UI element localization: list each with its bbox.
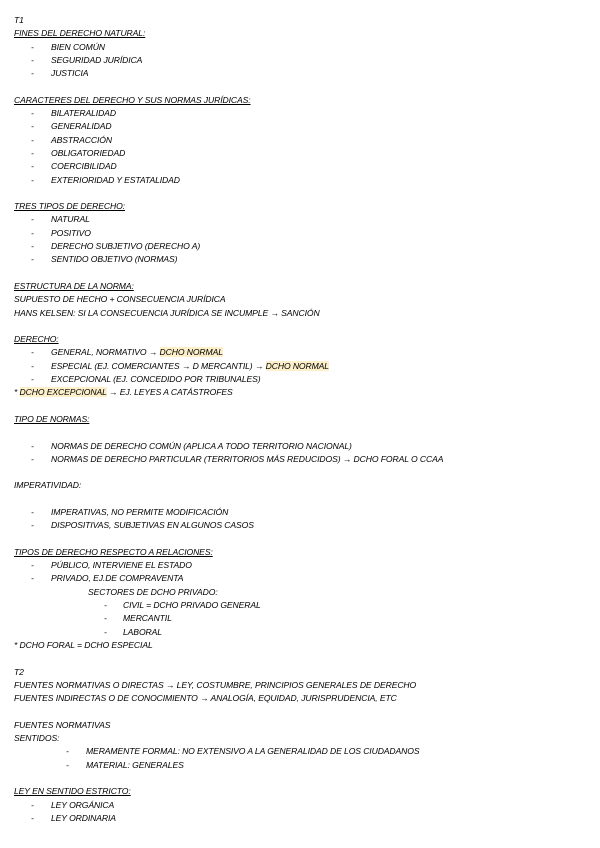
list-item-text: NATURAL — [51, 214, 90, 225]
bullet-dash: - — [31, 121, 34, 132]
list-item-text: DERECHO SUBJETIVO (DERECHO A) — [51, 241, 201, 252]
list-item — [14, 160, 586, 173]
heading-tipo-normas: TIPO DE NORMAS: — [14, 413, 90, 424]
bullet-dash: - — [31, 374, 34, 385]
highlighted-text: DCHO NORMAL — [265, 360, 329, 371]
bullet-dash: - — [31, 347, 34, 358]
list-item-text: PRIVADO, EJ.DE COMPRAVENTA — [51, 573, 184, 584]
bullet-dash: - — [31, 227, 34, 238]
list-item — [14, 759, 586, 772]
list-item — [14, 799, 586, 812]
bullet-dash: - — [31, 147, 34, 158]
list-item-text: NORMAS DE DERECHO COMÚN (APLICA A TODO TERRITORIO NACIONAL) — [51, 440, 352, 451]
list-item-text: ESPECIAL (EJ. COMERCIANTES → D MERCANTIL) → — [51, 360, 266, 371]
list-item — [14, 134, 586, 147]
list-item-text: MERAMENTE FORMAL: NO EXTENSIVO A LA GENERALIDAD DE LOS CIUDADANOS — [86, 746, 420, 757]
bullet-dash: - — [66, 759, 69, 770]
list-item — [14, 506, 586, 519]
bullet-dash: - — [31, 41, 34, 52]
list-item-text: LEY ORGÁNICA — [51, 799, 115, 810]
list-item — [14, 120, 586, 133]
list-item — [14, 174, 586, 187]
list-item-text: EXTERIORIDAD Y ESTATALIDAD — [51, 174, 180, 185]
heading-tipos-derecho: TRES TIPOS DE DERECHO: — [14, 201, 125, 212]
bullet-dash: - — [31, 254, 34, 265]
list-item-text: SEGURIDAD JURÍDICA — [51, 54, 143, 65]
bullet-dash: - — [104, 626, 107, 637]
document-page — [14, 14, 586, 825]
list-item-text: JUSTICIA — [51, 68, 89, 79]
note-text: → EJ. LEYES A CATÁSTROFES — [106, 387, 233, 398]
bullet-dash: - — [31, 214, 34, 225]
bullet-dash: - — [31, 241, 34, 252]
list-item-text: LABORAL — [123, 626, 162, 637]
list-item — [14, 572, 586, 585]
heading-fines: FINES DEL DERECHO NATURAL: — [14, 28, 146, 39]
list-item-text: CIVIL = DCHO PRIVADO GENERAL — [123, 600, 261, 611]
list-item — [14, 626, 586, 639]
list-item — [14, 346, 586, 359]
text-line: SENTIDOS: — [14, 733, 60, 744]
list-item — [14, 453, 586, 466]
list-item — [14, 107, 586, 120]
list-item-text: OBLIGATORIEDAD — [51, 147, 126, 158]
list-item-text: MERCANTIL — [123, 613, 172, 624]
list-item — [14, 519, 586, 532]
list-item — [14, 147, 586, 160]
list-item — [14, 67, 586, 80]
list-item-text: EXCEPCIONAL (EJ. CONCEDIDO POR TRIBUNALES) — [51, 374, 261, 385]
bullet-dash: - — [31, 68, 34, 79]
note-line — [14, 386, 586, 399]
bullet-dash: - — [31, 134, 34, 145]
list-item-text: NORMAS DE DERECHO PARTICULAR (TERRITORIOS MÁS REDUCIDOS) → DCHO FORAL O CCAA — [51, 453, 444, 464]
list-item-text: PÚBLICO, INTERVIENE EL ESTADO — [51, 560, 192, 571]
bullet-dash: - — [31, 799, 34, 810]
bullet-dash: - — [31, 520, 34, 531]
list-item — [14, 227, 586, 240]
bullet-dash: - — [31, 54, 34, 65]
bullet-dash: - — [31, 161, 34, 172]
heading-ley: LEY EN SENTIDO ESTRICTO: — [14, 786, 131, 797]
bullet-dash: - — [31, 174, 34, 185]
bullet-dash: - — [104, 613, 107, 624]
list-item-text: GENERAL, NORMATIVO → — [51, 347, 160, 358]
list-item — [14, 745, 586, 758]
note-prefix: * — [14, 387, 20, 398]
heading-imperatividad: IMPERATIVIDAD: — [14, 480, 82, 491]
list-item — [14, 54, 586, 67]
list-item — [14, 240, 586, 253]
note-line: * DCHO FORAL = DCHO ESPECIAL — [14, 639, 153, 650]
text-line: SUPUESTO DE HECHO + CONSECUENCIA JURÍDICA — [14, 294, 226, 305]
list-item — [14, 253, 586, 266]
bullet-dash: - — [104, 600, 107, 611]
list-item-text: GENERALIDAD — [51, 121, 112, 132]
sub-heading-sectores: SECTORES DE DCHO PRIVADO: — [88, 586, 218, 597]
bullet-dash: - — [31, 506, 34, 517]
section-label-t2: T2 — [14, 666, 24, 677]
list-item-text: DISPOSITIVAS, SUBJETIVAS EN ALGUNOS CASOS — [51, 520, 254, 531]
highlighted-text: DCHO NORMAL — [159, 347, 223, 358]
highlighted-text: DCHO EXCEPCIONAL — [19, 387, 107, 398]
list-item — [14, 213, 586, 226]
heading-derecho: DERECHO: — [14, 334, 59, 345]
bullet-dash: - — [31, 360, 34, 371]
list-item-text: COERCIBILIDAD — [51, 161, 117, 172]
list-item-text: POSITIVO — [51, 227, 91, 238]
list-item — [14, 373, 586, 386]
text-line: FUENTES INDIRECTAS O DE CONOCIMIENTO → ANALOGÍA, EQUIDAD, JURISPRUDENCIA, ETC — [14, 693, 397, 704]
heading-estructura: ESTRUCTURA DE LA NORMA: — [14, 280, 134, 291]
bullet-dash: - — [31, 108, 34, 119]
list-item-text: LEY ORDINARIA — [51, 812, 116, 823]
bullet-dash: - — [31, 573, 34, 584]
list-item — [14, 360, 586, 373]
section-label-t1: T1 — [14, 15, 24, 25]
list-item — [14, 41, 586, 54]
list-item-text: ABSTRACCIÓN — [51, 134, 112, 145]
list-item — [14, 812, 586, 825]
heading-caracteres: CARACTERES DEL DERECHO Y SUS NORMAS JURÍDICAS: — [14, 94, 251, 105]
list-item-text: BILATERALIDAD — [51, 108, 116, 119]
bullet-dash: - — [31, 560, 34, 571]
list-item-text: BIEN COMÚN — [51, 41, 105, 52]
list-item — [14, 559, 586, 572]
list-item-text: SENTIDO OBJETIVO (NORMAS) — [51, 254, 178, 265]
bullet-dash: - — [31, 440, 34, 451]
text-line: FUENTES NORMATIVAS O DIRECTAS → LEY, COSTUMBRE, PRINCIPIOS GENERALES DE DERECHO — [14, 679, 417, 690]
list-item-text: IMPERATIVAS, NO PERMITE MODIFICACIÓN — [51, 506, 229, 517]
heading-relaciones: TIPOS DE DERECHO RESPECTO A RELACIONES: — [14, 546, 213, 557]
bullet-dash: - — [31, 812, 34, 823]
list-item — [14, 612, 586, 625]
heading-fuentes-normativas: FUENTES NORMATIVAS — [14, 719, 111, 730]
bullet-dash: - — [31, 453, 34, 464]
list-item-text: MATERIAL: GENERALES — [86, 759, 184, 770]
list-item — [14, 599, 586, 612]
text-line: HANS KELSEN: SI LA CONSECUENCIA JURÍDICA SE INCUMPLE → SANCIÓN — [14, 307, 320, 318]
bullet-dash: - — [66, 746, 69, 757]
list-item — [14, 440, 586, 453]
